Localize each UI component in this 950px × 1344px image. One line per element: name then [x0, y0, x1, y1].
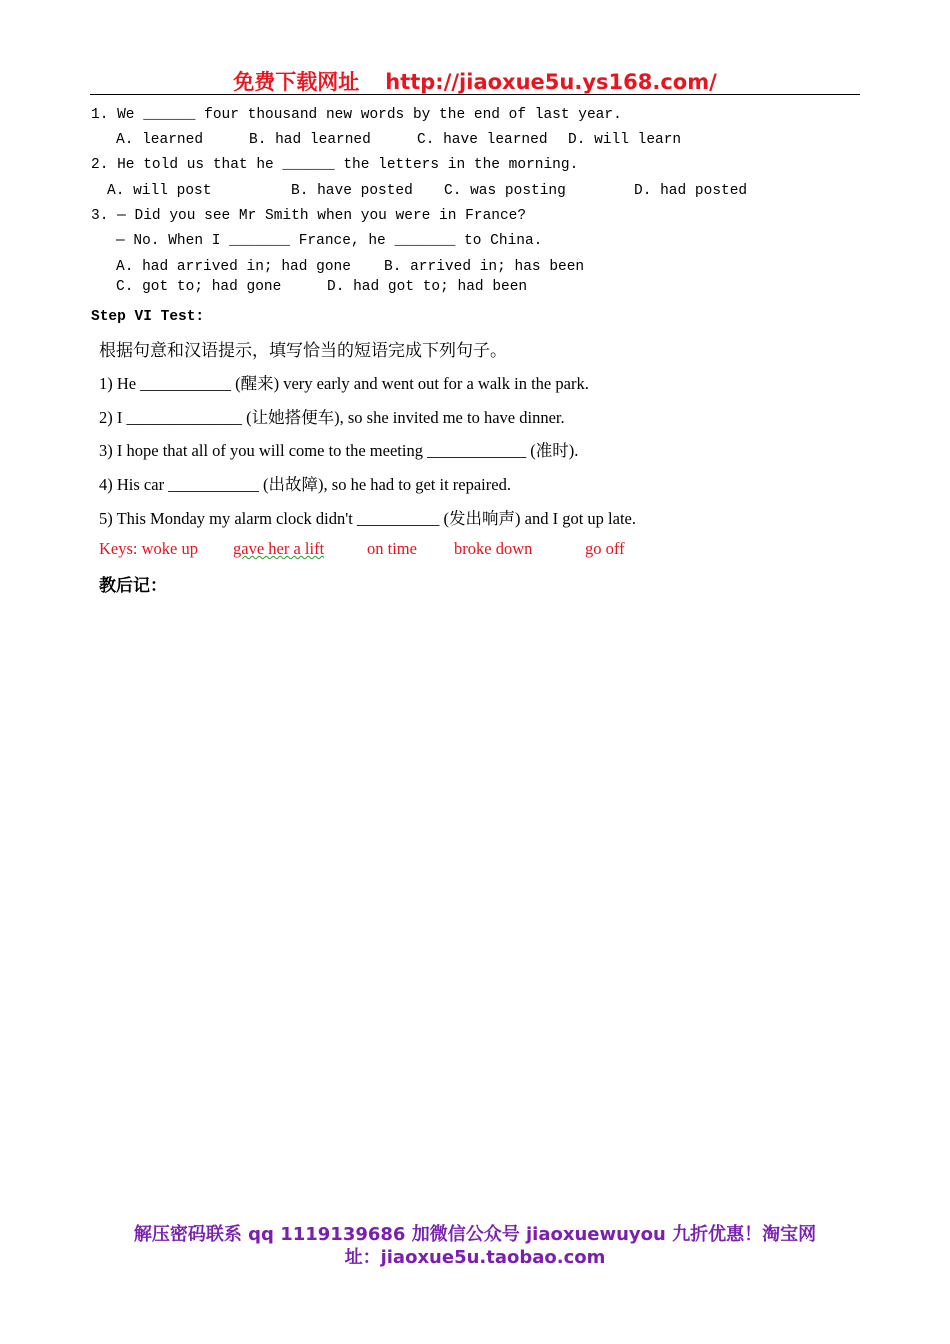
- key-4: broke down: [454, 539, 533, 558]
- option-b: B. had learned: [249, 132, 371, 148]
- question-2-stem: 2. He told us that he ______ the letters in the morning.: [91, 157, 579, 173]
- option-b: B. have posted: [291, 183, 413, 199]
- test-sentence-3: 3) I hope that all of you will come to the meeting ____________ (准时).: [99, 441, 579, 460]
- question-3-stem: 3. — Did you see Mr Smith when you were in France?: [91, 208, 527, 224]
- option-a: A. learned: [116, 132, 204, 148]
- option-a: A. will post: [107, 183, 212, 199]
- question-1-stem: 1. We ______ four thousand new words by the end of last year.: [91, 107, 622, 123]
- header-divider: [90, 94, 860, 95]
- header-label: 免费下载网址: [233, 70, 360, 94]
- option-c: C. was posting: [444, 183, 566, 199]
- question-3-options-row2: [116, 279, 527, 295]
- test-sentence-5: 5) This Monday my alarm clock didn't __________ (发出响声) and I got up late.: [99, 509, 636, 528]
- option-d: D. had posted: [634, 183, 748, 199]
- step-heading: Step VI Test:: [91, 309, 205, 325]
- test-sentence-2: 2) I ______________ (让她搭便车), so she invited me to have dinner.: [99, 408, 565, 427]
- footer-line-2: 址：jiaoxue5u.taobao.com: [344, 1247, 606, 1268]
- option-c: C. got to; had gone: [116, 279, 282, 295]
- teaching-notes-label: 教后记：: [99, 576, 167, 596]
- header-url-link[interactable]: http://jiaoxue5u.ys168.com/: [385, 70, 717, 94]
- key-1: Keys: woke up: [99, 539, 198, 558]
- option-d: D. had got to; had been: [327, 279, 528, 295]
- question-1-options: [116, 132, 681, 148]
- key-3: on time: [367, 539, 417, 558]
- test-sentence-4: 4) His car ___________ (出故障), so he had to get it repaired.: [99, 475, 511, 494]
- footer-line-1: 解压密码联系 qq 1119139686 加微信公众号 jiaoxuewuyou 九折优惠！淘宝网: [133, 1224, 817, 1245]
- test-sentence-1: 1) He ___________ (醒来) very early and went out for a walk in the park.: [99, 374, 589, 393]
- answer-keys: [99, 539, 625, 559]
- option-a: A. had arrived in; had gone: [116, 259, 351, 275]
- question-2-options: [107, 183, 747, 199]
- test-instruction: 根据句意和汉语提示，填写恰当的短语完成下列句子。: [99, 341, 507, 361]
- question-3-reply: — No. When I _______ France, he _______ to China.: [116, 233, 543, 249]
- key-2: gave her a lift: [233, 539, 325, 558]
- page-header: [0, 66, 950, 96]
- option-d: D. will learn: [568, 132, 682, 148]
- question-3-options-row1: [116, 259, 584, 275]
- option-b: B. arrived in; has been: [384, 259, 585, 275]
- key-5: go off: [585, 539, 625, 558]
- option-c: C. have learned: [417, 132, 548, 148]
